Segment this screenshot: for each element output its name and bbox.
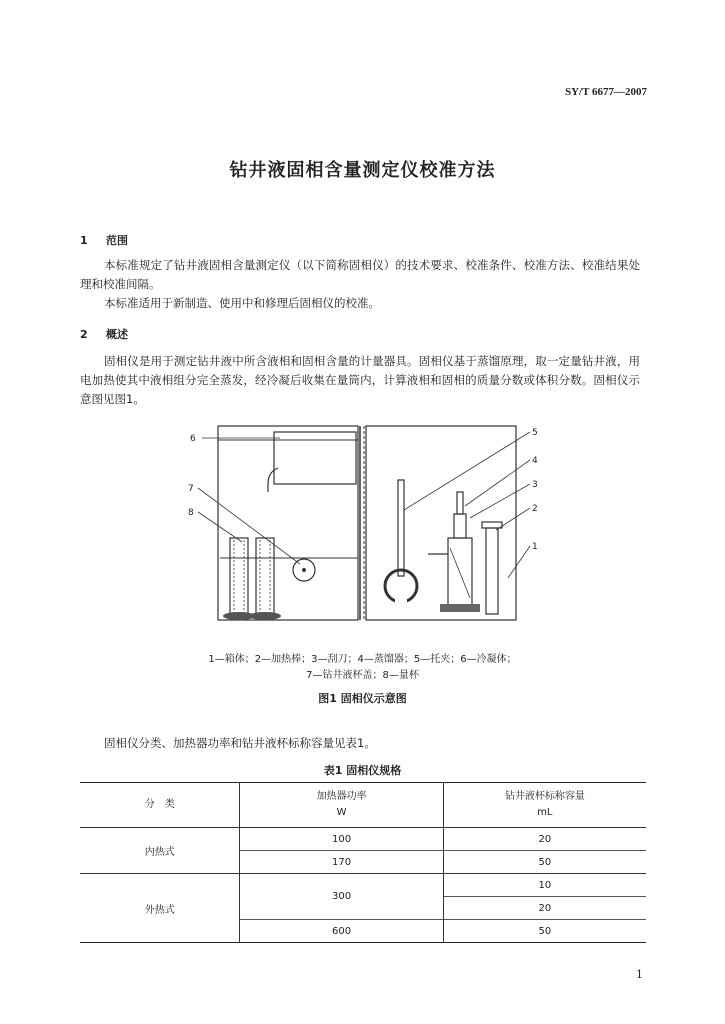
right-cabinet — [366, 426, 516, 620]
section-1-heading — [80, 232, 128, 248]
label-1: 1 — [532, 542, 538, 552]
capacity-cell: 10 — [443, 874, 646, 897]
power-cell: 100 — [240, 828, 443, 851]
condenser-tube — [268, 468, 278, 492]
header-category: 分 类 — [80, 783, 240, 828]
label-4: 4 — [532, 456, 538, 466]
header-power-label: 加热器功率 — [316, 791, 367, 802]
figure-caption: 图1 固相仪示意图 — [318, 692, 407, 705]
capacity-cell: 20 — [443, 897, 646, 920]
capacity-cell: 20 — [538, 833, 552, 845]
table-row — [80, 828, 646, 851]
header-power-unit: W — [336, 807, 347, 818]
header-power — [240, 783, 443, 828]
section-2-heading — [80, 326, 128, 342]
distiller-assembly — [428, 492, 480, 612]
capacity-cell: 50 — [443, 851, 646, 874]
holder-clamp — [385, 480, 417, 608]
table-intro: 固相仪分类、加热器功率和钻井液杯标称容量见表1。 — [104, 736, 376, 750]
capacity-cell: 50 — [443, 920, 646, 943]
table-row — [80, 874, 646, 897]
section-2-paragraph-1: 固相仪是用于测定钻井液中所含液相和固相含量的计量器具。固相仪基于蒸馏原理，取一定量钻井液，用电加热使其中液相组分完全蒸发，经冷凝后收集在量筒内，计算液相和固相的质量分数或体积分数。固相仪示意图见图1。 — [80, 354, 640, 406]
section-title: 范围 — [106, 234, 128, 247]
power-cell: 600 — [240, 920, 443, 943]
label-8: 8 — [188, 508, 194, 518]
section-number: 2 — [80, 328, 88, 341]
cup-group — [223, 538, 281, 620]
label-6: 6 — [190, 434, 196, 444]
header-capacity-label: 钻井液杯标称容量 — [504, 791, 585, 802]
header-capacity-unit: mL — [537, 807, 553, 818]
figure-legend-line-1: 1—箱体；2—加热棒；3—刮刀；4—蒸馏器；5—托夹；6—冷凝体； — [208, 654, 517, 665]
apparatus-diagram — [170, 418, 550, 636]
table-caption: 表1 固相仪规格 — [323, 764, 402, 777]
section-number: 1 — [80, 234, 88, 247]
power-cell: 170 — [240, 851, 443, 874]
category-cell: 内热式 — [80, 828, 240, 874]
standard-code: SY/T 6677—2007 — [564, 86, 647, 98]
section-1-paragraph-2: 本标准适用于新制造、使用中和修理后固相仪的校准。 — [104, 296, 380, 310]
label-5: 5 — [532, 428, 538, 438]
section-1-paragraph-1: 本标准规定了钻井液固相含量测定仪（以下简称固相仪）的技术要求、校准条件、校准方法、校准结果处理和校准间隔。 — [80, 258, 640, 291]
document-title: 钻井液固相含量测定仪校准方法 — [229, 160, 496, 181]
figure-legend-line-2: 7—钻井液杯盖；8—量杯 — [306, 670, 419, 681]
heater-rod — [482, 522, 502, 614]
left-cabinet — [218, 426, 358, 620]
table-header-row — [80, 783, 646, 828]
header-capacity — [443, 783, 646, 828]
power-cell: 300 — [240, 874, 443, 920]
label-7: 7 — [188, 484, 194, 494]
section-title: 概述 — [106, 328, 128, 341]
label-2: 2 — [532, 504, 538, 514]
spec-table — [80, 782, 646, 943]
page-number: 1 — [636, 968, 643, 981]
category-cell: 外热式 — [80, 874, 240, 943]
label-3: 3 — [532, 480, 538, 490]
